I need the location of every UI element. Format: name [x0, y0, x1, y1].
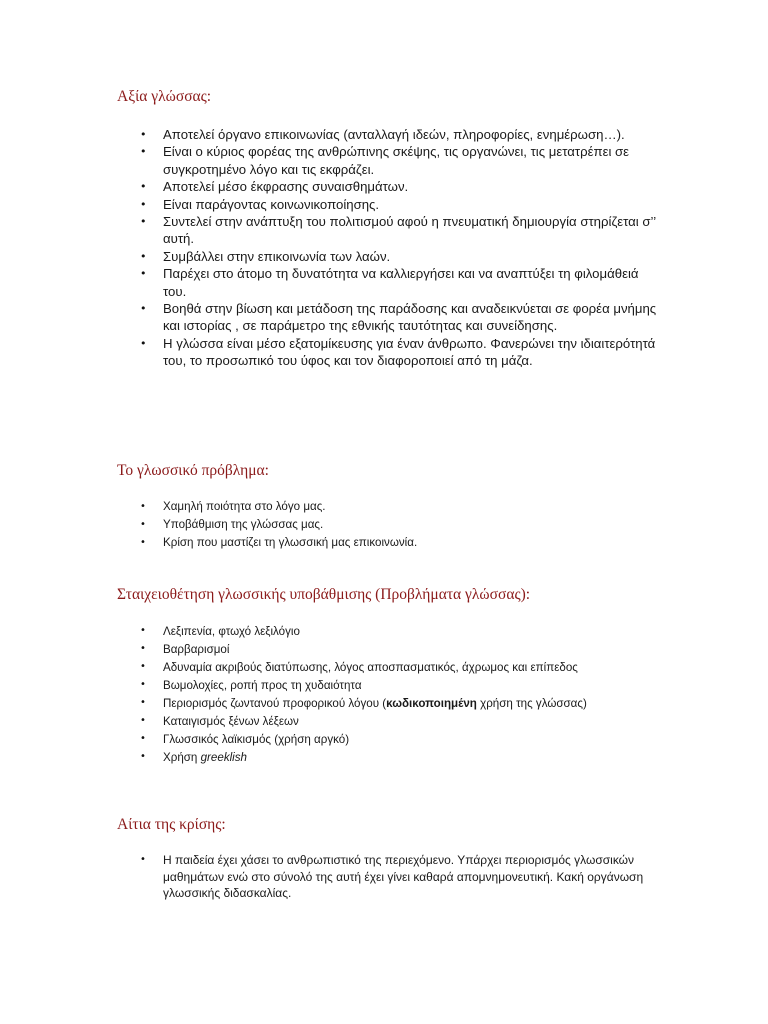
emphasized-text: κωδικοποιημένη — [386, 697, 477, 710]
list-item: • Αδυναμία ακριβούς διατύπωσης, λόγος αποσπασματικός, άχρωμος και επίπεδος — [138, 659, 643, 677]
list-language-problem — [138, 498, 663, 553]
list-item — [138, 695, 643, 713]
list-item: • Αποτελεί όργανο επικοινωνίας (ανταλλαγή ιδεών, πληροφορίες, ενημέρωση…). — [138, 126, 663, 143]
section-heading-value-of-language: Αξία γλώσσας: — [117, 88, 212, 105]
italic-text: greeklish — [200, 751, 248, 764]
section-heading-degradation-evidence: Σταιχειοθέτηση γλωσσικής υποβάθμισης (Προβλήματα γλώσσας): — [117, 586, 531, 603]
list-causes-of-crisis — [138, 852, 668, 902]
item-text: Περιορισμός ζωντανού προφορικού λόγου ( — [163, 697, 387, 710]
list-item: • Λεξιπενία, φτωχό λεξιλόγιο — [138, 623, 643, 641]
list-item: • Κρίση που μαστίζει τη γλωσσική μας επικοινωνία. — [138, 534, 663, 552]
list-item: • Βωμολοχίες, ροπή προς τη χυδαιότητα — [138, 677, 643, 695]
list-item: • Παρέχει στο άτομο τη δυνατότητα να καλλιεργήσει και να αναπτύξει τη φιλομάθειά του. — [138, 265, 663, 300]
list-item: • Η παιδεία έχει χάσει το ανθρωπιστικό της περιεχόμενο. Υπάρχει περιορισμός γλωσσικών μαθημάτων ενώ στο σύνολό της αυτή έχει γίνει καθαρά απομνημονευτική. Κακή οργάνωση γλωσσικής διδασκαλίας. — [138, 852, 668, 902]
list-item: • Συμβάλλει στην επικοινωνία των λαών. — [138, 248, 663, 265]
list-item: • Συντελεί στην ανάπτυξη του πολιτισμού αφού η πνευματική δημιουργία στηρίζεται σ’’ αυτή. — [138, 213, 663, 248]
list-item: • Είναι ο κύριος φορέας της ανθρώπινης σκέψης, τις οργανώνει, τις μετατρέπει σε συγκροτημένο λόγο και τις εκφράζει. — [138, 143, 663, 178]
list-value-of-language — [138, 126, 663, 370]
item-text: χρήση της γλώσσας) — [476, 697, 587, 710]
list-item: • Βαρβαρισμοί — [138, 641, 643, 659]
list-item: • Γλωσσικός λαϊκισμός (χρήση αργκό) — [138, 731, 643, 749]
list-item: • Καταιγισμός ξένων λέξεων — [138, 713, 643, 731]
list-item: • Χαμηλή ποιότητα στο λόγο μας. — [138, 498, 663, 516]
list-item: • Βοηθά στην βίωση και μετάδοση της παράδοσης και αναδεικνύεται σε φορέα μνήμης και ιστορίας , σε παράμετρο της εθνικής ταυτότητας και συνείδησης. — [138, 300, 663, 335]
item-text: Χρήση — [163, 751, 201, 764]
list-item — [138, 749, 643, 767]
list-item: • Η γλώσσα είναι μέσο εξατομίκευσης για έναν άνθρωπο. Φανερώνει την ιδιαιτερότητά του, το προσωπικό του ύφος και τον διαφοροποιεί από τη μάζα. — [138, 335, 663, 370]
list-degradation-evidence — [138, 623, 643, 767]
list-item: • Αποτελεί μέσο έκφρασης συναισθημάτων. — [138, 178, 663, 195]
section-heading-language-problem: Το γλωσσικό πρόβλημα: — [117, 462, 269, 479]
list-item: • Είναι παράγοντας κοινωνικοποίησης. — [138, 196, 663, 213]
section-heading-causes-of-crisis: Αίτια της κρίσης: — [117, 816, 226, 833]
list-item: • Υποβάθμιση της γλώσσας μας. — [138, 516, 663, 534]
